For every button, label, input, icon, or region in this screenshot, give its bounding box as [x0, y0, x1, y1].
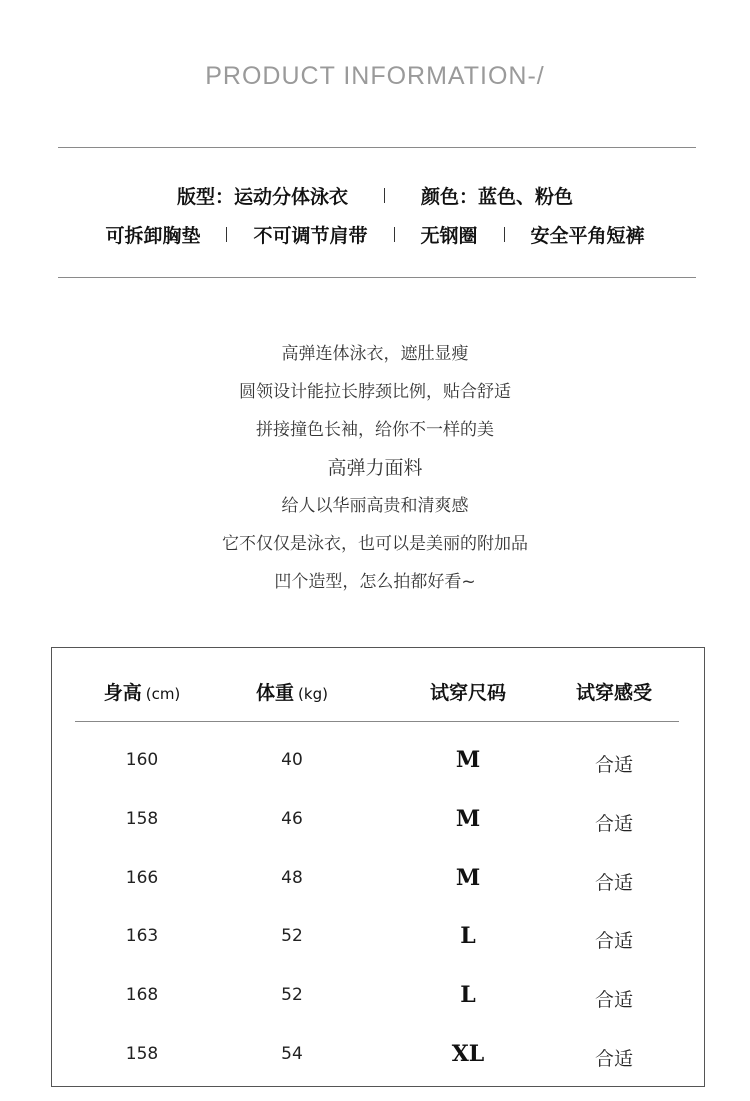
cell-feel: 合适	[594, 1048, 633, 1070]
description-line: 给人以华丽高贵和清爽感	[281, 496, 469, 516]
cell-height: 166	[125, 867, 159, 888]
cell-weight: 40	[281, 750, 303, 770]
header-unit: (cm)	[145, 685, 181, 703]
spec-row-2	[0, 221, 750, 248]
cell-weight: 46	[281, 808, 303, 829]
spec-strap: 不可调节肩带	[253, 225, 368, 247]
cell-height: 158	[125, 808, 159, 829]
spec-separator	[394, 227, 395, 242]
cell-weight: 48	[281, 867, 303, 888]
spec-separator	[226, 227, 227, 242]
cell-feel: 合适	[594, 989, 633, 1012]
header-divider	[75, 721, 679, 722]
cell-height: 168	[125, 985, 159, 1006]
cell-feel: 合适	[594, 754, 633, 776]
divider-bottom	[58, 277, 696, 278]
cell-size: L	[460, 982, 476, 1009]
page-title: PRODUCT INFORMATION-/	[205, 62, 545, 90]
divider-top	[58, 147, 696, 148]
header-unit: (kg)	[298, 685, 328, 703]
spec-removable-pad: 可拆卸胸垫	[105, 225, 201, 247]
spec-wire: 无钢圈	[420, 225, 478, 247]
cell-size: XL	[451, 1041, 485, 1067]
header-label: 身高	[103, 682, 142, 704]
spec-separator	[384, 188, 385, 203]
header-feel	[576, 678, 652, 705]
cell-size: M	[455, 747, 481, 773]
spec-separator	[504, 227, 505, 242]
spec-shorts: 安全平角短裤	[530, 225, 645, 247]
description-line: 圆领设计能拉长脖颈比例，贴合舒适	[239, 382, 511, 402]
header-height	[104, 678, 181, 705]
size-table	[51, 647, 705, 1087]
cell-feel: 合适	[594, 812, 633, 835]
description-line: 凹个造型，怎么拍都好看~	[274, 572, 476, 592]
header-label: 体重	[256, 682, 295, 704]
header-label: 试穿感受	[575, 682, 653, 704]
cell-size: L	[460, 923, 476, 950]
header-size	[430, 678, 506, 705]
description-line: 拼接撞色长袖，给你不一样的美	[256, 420, 494, 440]
spec-row-1	[0, 182, 750, 209]
cell-height: 163	[125, 926, 159, 947]
cell-feel: 合适	[594, 871, 633, 894]
header-label: 试穿尺码	[429, 682, 507, 704]
cell-feel: 合适	[594, 930, 633, 953]
cell-size: M	[455, 805, 481, 832]
description-line: 高弹连体泳衣，遮肚显瘦	[281, 344, 469, 364]
description	[0, 340, 750, 606]
description-line: 它不仅仅是泳衣，也可以是美丽的附加品	[222, 534, 528, 554]
spec-style: 版型：运动分体泳衣	[176, 186, 348, 208]
cell-size: M	[455, 864, 481, 891]
header-weight	[256, 678, 328, 705]
spec-color: 颜色：蓝色、粉色	[421, 186, 574, 208]
cell-weight: 54	[281, 1044, 303, 1064]
description-line: 高弹力面料	[327, 457, 423, 479]
cell-weight: 52	[281, 985, 303, 1006]
cell-weight: 52	[281, 926, 303, 947]
cell-height: 160	[125, 750, 159, 770]
cell-height: 158	[125, 1044, 159, 1064]
